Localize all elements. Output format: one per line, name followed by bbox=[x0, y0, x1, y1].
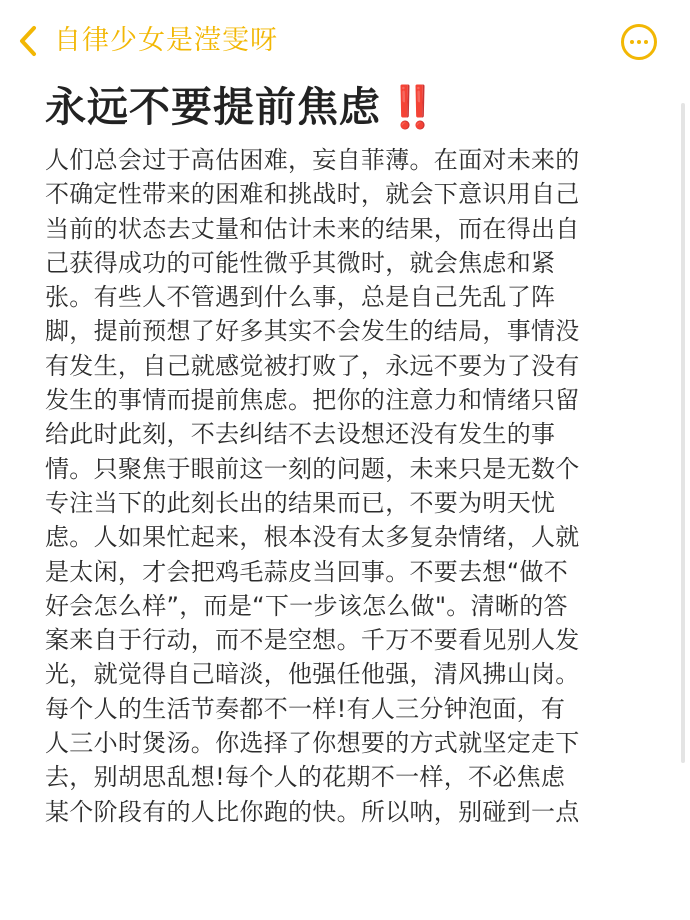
back-button[interactable] bbox=[14, 23, 42, 59]
article-body-line: 人们总会过于高估困难，妄自菲薄。在面对未来的 bbox=[45, 146, 580, 174]
article-body-line: 有发生，自己就感觉被打败了，永远不要为了没有 bbox=[45, 351, 580, 380]
article-body-line: 张。有些人不管遇到什么事，总是自己先乱了阵 bbox=[45, 283, 556, 312]
more-options-button[interactable] bbox=[621, 24, 657, 60]
top-navigation-bar bbox=[0, 0, 690, 84]
more-horizontal-icon bbox=[630, 40, 634, 44]
more-horizontal-icon-dot-3 bbox=[644, 40, 648, 44]
article-body bbox=[45, 143, 645, 829]
author-name[interactable]: 自律少女是滢雯呀 bbox=[54, 25, 278, 56]
article-body-line: 人三小时煲汤。你选择了你想要的方式就坚定走下 bbox=[45, 729, 580, 758]
article-body-line: 给此时此刻，不去纠结不去设想还没有发生的事 bbox=[45, 420, 556, 449]
article-title bbox=[45, 82, 439, 132]
article-body-line: 去，别胡思乱想!每个人的花期不一样，不必焦虑 bbox=[45, 763, 566, 792]
article-body-line: 不确定性带来的困难和挑战时，就会下意识用自己 bbox=[45, 180, 580, 209]
chevron-left-icon bbox=[17, 24, 39, 58]
more-horizontal-icon-dot-2 bbox=[637, 40, 641, 44]
article-body-line: 脚，提前预想了好多其实不会发生的结局，事情没 bbox=[45, 317, 580, 346]
article-body-line: 某个阶段有的人比你跑的快。所以呐，别碰到一点 bbox=[45, 797, 580, 826]
article-body-line: 当前的状态去丈量和估计未来的结果，而在得出自 bbox=[45, 214, 580, 243]
article-body-line: 案来自于行动，而不是空想。千万不要看见别人发 bbox=[45, 626, 580, 655]
double-exclamation-icon: ‼️ bbox=[387, 83, 440, 131]
article-body-line: 发生的事情而提前焦虑。把你的注意力和情绪只留 bbox=[45, 386, 580, 415]
article-body-line: 每个人的生活节奏都不一样!有人三分钟泡面，有 bbox=[45, 694, 566, 723]
article-body-line: 情。只聚焦于眼前这一刻的问题，未来只是无数个 bbox=[45, 454, 580, 483]
article-body-line: 己获得成功的可能性微乎其微时，就会焦虑和紧 bbox=[45, 248, 556, 277]
article-body-line: 好会怎么样”，而是“下一步该怎么做"。清晰的答 bbox=[45, 591, 568, 620]
scroll-indicator[interactable] bbox=[681, 103, 685, 763]
article-body-line: 光，就觉得自己暗淡，他强任他强，清风拂山岗。 bbox=[45, 660, 580, 689]
article-title-text: 永远不要提前焦虑 bbox=[45, 83, 381, 131]
article-body-line: 专注当下的此刻长出的结果而已，不要为明天忧 bbox=[45, 488, 556, 517]
article-body-line: 虑。人如果忙起来，根本没有太多复杂情绪，人就 bbox=[45, 523, 580, 552]
article-body-line: 是太闲，才会把鸡毛蒜皮当回事。不要去想“做不 bbox=[45, 557, 569, 586]
